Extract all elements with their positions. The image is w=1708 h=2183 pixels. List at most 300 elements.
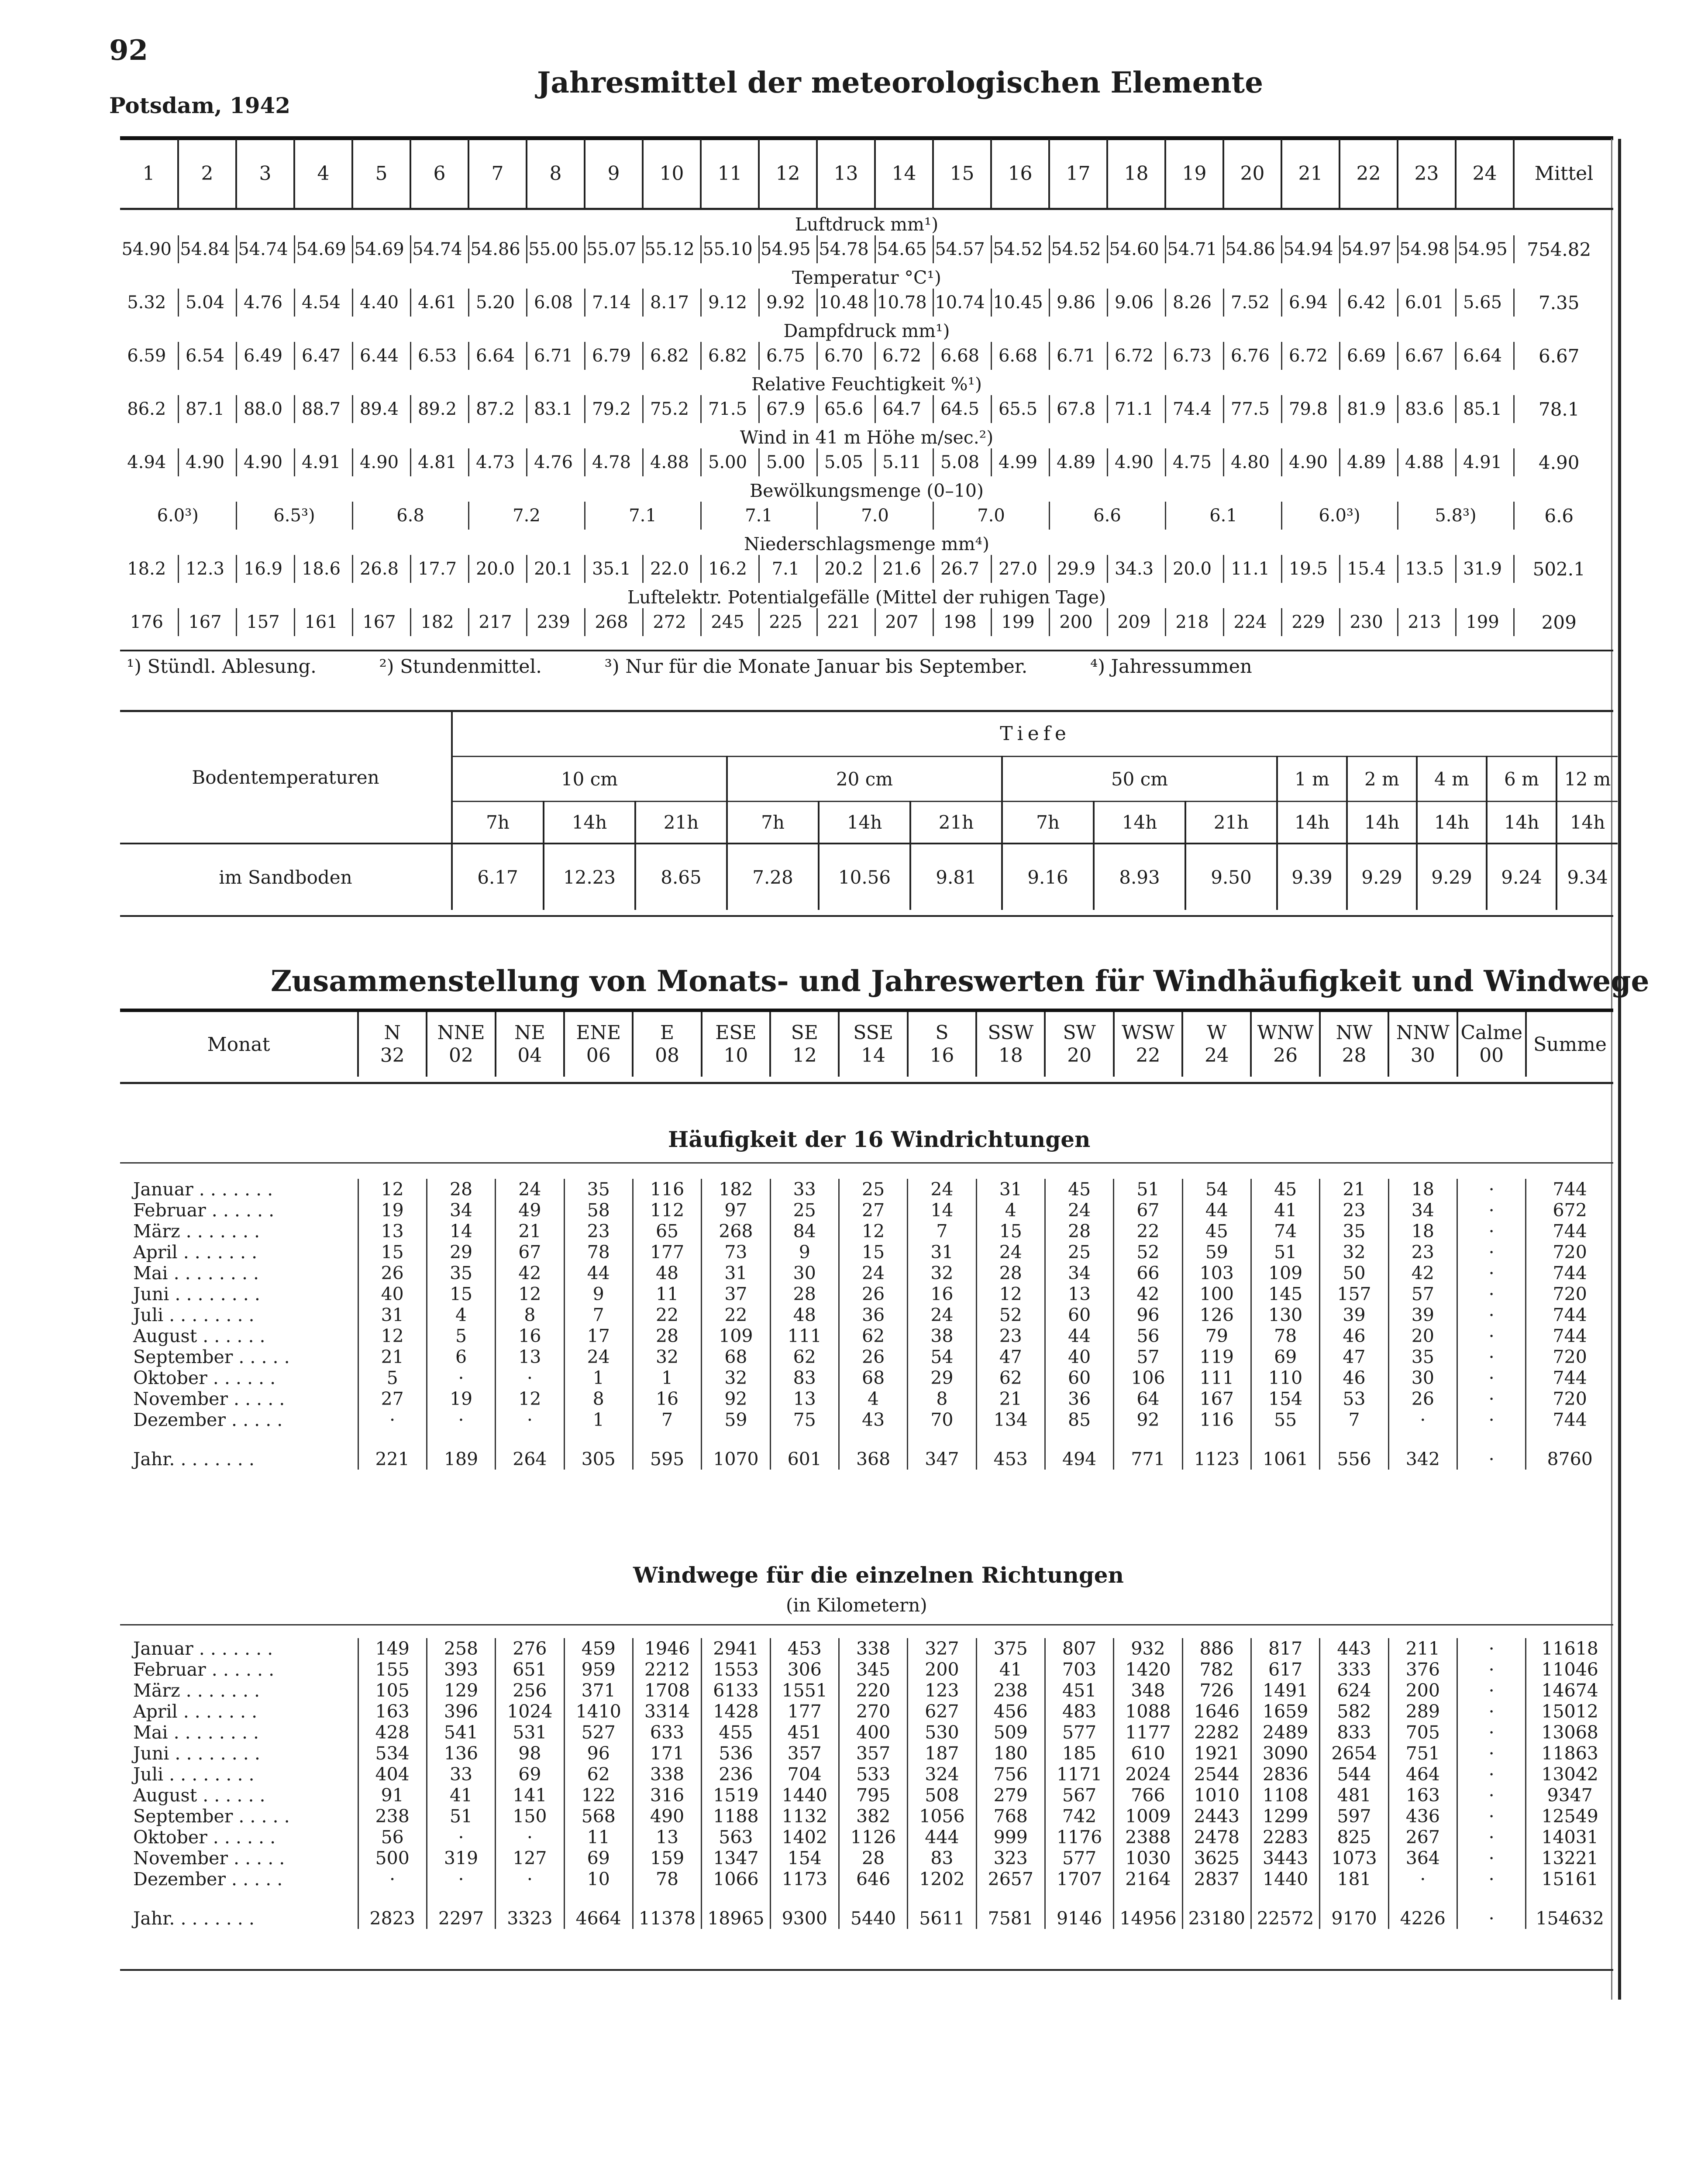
frequency-value: 744 bbox=[1526, 1221, 1613, 1242]
section-title-row bbox=[120, 583, 1613, 608]
windway-value: 2836 bbox=[1251, 1764, 1319, 1785]
windway-value: 464 bbox=[1388, 1764, 1457, 1785]
windway-value: 181 bbox=[1320, 1869, 1388, 1890]
frequency-value: 18 bbox=[1388, 1221, 1457, 1242]
hourly-value: 5.32 bbox=[120, 289, 178, 317]
hourly-value: 54.95 bbox=[1456, 235, 1514, 263]
mean-value: 502.1 bbox=[1532, 558, 1585, 580]
windway-value: 404 bbox=[358, 1764, 427, 1785]
windway-value: 530 bbox=[908, 1722, 976, 1743]
windway-value: 2282 bbox=[1182, 1722, 1251, 1743]
station-year: Potsdam, 1942 bbox=[109, 93, 291, 118]
frequency-value: 119 bbox=[1182, 1346, 1251, 1367]
frequency-value: · bbox=[1457, 1388, 1526, 1409]
windway-value: 236 bbox=[702, 1764, 770, 1785]
hourly-value: 54.78 bbox=[817, 235, 875, 263]
hour-header: 20 bbox=[1223, 139, 1281, 209]
windway-value: 577 bbox=[1045, 1722, 1113, 1743]
month-label: Februar . . . . . . bbox=[133, 1200, 275, 1221]
frequency-value: 38 bbox=[908, 1326, 976, 1346]
windway-value: 1946 bbox=[633, 1638, 701, 1659]
windway-value: 932 bbox=[1114, 1638, 1182, 1659]
frequency-value: 39 bbox=[1320, 1305, 1388, 1326]
frequency-year-value: 1070 bbox=[702, 1430, 770, 1470]
frequency-value: · bbox=[1457, 1221, 1526, 1242]
direction-code: 18 bbox=[998, 1044, 1023, 1067]
section-title: Luftelektr. Potentialgefälle (Mittel der ruhigen Tage) bbox=[627, 587, 1106, 608]
hour-header: 22 bbox=[1340, 139, 1398, 209]
windway-value: 531 bbox=[496, 1722, 564, 1743]
frequency-value: 33 bbox=[770, 1179, 839, 1200]
hourly-value: 6.75 bbox=[759, 342, 817, 370]
frequency-value: 9 bbox=[564, 1284, 633, 1305]
frequency-value: 134 bbox=[976, 1409, 1045, 1430]
windway-value: 768 bbox=[976, 1806, 1045, 1827]
month-label: Januar . . . . . . . bbox=[133, 1638, 273, 1659]
windway-row bbox=[120, 1722, 1613, 1743]
section-title-row bbox=[120, 370, 1613, 395]
windway-value: 327 bbox=[908, 1638, 976, 1659]
direction-name: E bbox=[660, 1022, 675, 1044]
frequency-value: 5 bbox=[358, 1367, 427, 1388]
hourly-value: 6.64 bbox=[1456, 342, 1514, 370]
frequency-value: 62 bbox=[839, 1326, 907, 1346]
windway-value: 533 bbox=[839, 1764, 907, 1785]
frequency-value: 74 bbox=[1251, 1221, 1319, 1242]
windway-value: 3090 bbox=[1251, 1743, 1319, 1764]
hourly-value: 4.73 bbox=[468, 448, 527, 476]
windway-value: 563 bbox=[702, 1827, 770, 1848]
mean-value: 209 bbox=[1541, 611, 1577, 633]
frequency-value: 22 bbox=[702, 1305, 770, 1326]
windway-value: 150 bbox=[496, 1806, 564, 1827]
hourly-value: 9.06 bbox=[1107, 289, 1165, 317]
direction-code: 22 bbox=[1136, 1044, 1160, 1067]
frequency-value: · bbox=[1457, 1367, 1526, 1388]
windway-value: 177 bbox=[770, 1701, 839, 1722]
frequency-value: 50 bbox=[1320, 1263, 1388, 1284]
hourly-value: 9.92 bbox=[759, 289, 817, 317]
windway-value: 2164 bbox=[1114, 1869, 1182, 1890]
month-label: September . . . . . bbox=[133, 1346, 290, 1367]
soil-value: 9.29 bbox=[1347, 844, 1417, 910]
section-value-row bbox=[120, 555, 1613, 583]
section-value-row bbox=[120, 395, 1613, 423]
hourly-value: 35.1 bbox=[585, 555, 643, 583]
frequency-value: 9 bbox=[770, 1242, 839, 1263]
windway-value: 2837 bbox=[1182, 1869, 1251, 1890]
direction-header bbox=[1320, 1012, 1388, 1077]
frequency-value: 12 bbox=[839, 1221, 907, 1242]
windway-year-value: 14956 bbox=[1114, 1890, 1182, 1929]
hourly-value: 218 bbox=[1165, 608, 1223, 636]
frequency-year-value: 347 bbox=[908, 1430, 976, 1470]
frequency-value: 20 bbox=[1388, 1326, 1457, 1346]
frequency-value: 54 bbox=[908, 1346, 976, 1367]
hourly-value: 4.76 bbox=[527, 448, 585, 476]
frequency-value: 52 bbox=[1114, 1242, 1182, 1263]
hourly-value: 83.6 bbox=[1398, 395, 1456, 423]
soil-depth-title: Tiefe bbox=[452, 712, 1618, 756]
hour-header: 4 bbox=[294, 139, 352, 209]
frequency-value: · bbox=[358, 1409, 427, 1430]
frequency-value: 35 bbox=[1388, 1346, 1457, 1367]
frequency-value: 29 bbox=[908, 1367, 976, 1388]
windway-row bbox=[120, 1743, 1613, 1764]
windway-value: 646 bbox=[839, 1869, 907, 1890]
hourly-value: 7.52 bbox=[1223, 289, 1281, 317]
frequency-table bbox=[120, 1179, 1613, 1470]
hourly-value: 18.2 bbox=[120, 555, 178, 583]
frequency-year-value: 305 bbox=[564, 1430, 633, 1470]
windway-value: 1707 bbox=[1045, 1869, 1113, 1890]
hourly-value: 65.5 bbox=[991, 395, 1049, 423]
frequency-value: 28 bbox=[770, 1284, 839, 1305]
month-label: Juli . . . . . . . . bbox=[133, 1305, 255, 1326]
frequency-value: 62 bbox=[976, 1367, 1045, 1388]
hourly-value: 225 bbox=[759, 608, 817, 636]
windway-value: 319 bbox=[427, 1848, 495, 1869]
direction-header bbox=[839, 1012, 907, 1077]
frequency-value: 27 bbox=[839, 1200, 907, 1221]
windway-value: 159 bbox=[633, 1848, 701, 1869]
windway-value: 3314 bbox=[633, 1701, 701, 1722]
soil-time: 14h bbox=[1094, 802, 1185, 844]
frequency-value: 720 bbox=[1526, 1284, 1613, 1305]
frequency-value: 15 bbox=[427, 1284, 495, 1305]
windway-value: 357 bbox=[770, 1743, 839, 1764]
frequency-value: 45 bbox=[1182, 1221, 1251, 1242]
hourly-means-table bbox=[120, 139, 1613, 636]
frequency-value: 57 bbox=[1388, 1284, 1457, 1305]
frequency-value: 23 bbox=[976, 1326, 1045, 1346]
windway-value: · bbox=[427, 1869, 495, 1890]
hourly-value: 199 bbox=[1456, 608, 1514, 636]
direction-name: ENE bbox=[576, 1022, 621, 1044]
frequency-value: 79 bbox=[1182, 1326, 1251, 1346]
hourly-value: 89.2 bbox=[410, 395, 468, 423]
frequency-value: 744 bbox=[1526, 1263, 1613, 1284]
frequency-value: 30 bbox=[770, 1263, 839, 1284]
direction-name: NNE bbox=[437, 1022, 485, 1044]
windway-year-value: 18965 bbox=[702, 1890, 770, 1929]
hour-header: 2 bbox=[178, 139, 236, 209]
frequency-value: 64 bbox=[1114, 1388, 1182, 1409]
section-title: Dampfdruck mm¹) bbox=[783, 320, 950, 341]
hourly-value: 54.71 bbox=[1165, 235, 1223, 263]
hourly-value: 6.08 bbox=[527, 289, 585, 317]
windway-value: 338 bbox=[839, 1638, 907, 1659]
hourly-value: 182 bbox=[410, 608, 468, 636]
hourly-value: 6.79 bbox=[585, 342, 643, 370]
two-hour-value: 7.0 bbox=[933, 502, 1049, 530]
frequency-value: 28 bbox=[1045, 1221, 1113, 1242]
hourly-value: 4.91 bbox=[294, 448, 352, 476]
windway-value: 1708 bbox=[633, 1680, 701, 1701]
month-label: Juli . . . . . . . . bbox=[133, 1764, 255, 1785]
windway-value: 1519 bbox=[702, 1785, 770, 1806]
frequency-value: 42 bbox=[1388, 1263, 1457, 1284]
windway-value: 238 bbox=[976, 1680, 1045, 1701]
windway-value: 136 bbox=[427, 1743, 495, 1764]
direction-header bbox=[1182, 1012, 1251, 1077]
windway-value: 324 bbox=[908, 1764, 976, 1785]
windway-value: 13221 bbox=[1526, 1848, 1613, 1869]
section-value-row bbox=[120, 502, 1613, 530]
frequency-value: · bbox=[1457, 1263, 1526, 1284]
windway-value: 163 bbox=[1388, 1785, 1457, 1806]
frequency-value: 73 bbox=[702, 1242, 770, 1263]
frequency-value: 25 bbox=[839, 1179, 907, 1200]
windway-row bbox=[120, 1806, 1613, 1827]
frequency-row bbox=[120, 1263, 1613, 1284]
section-title-row bbox=[120, 317, 1613, 342]
soil-depth: 6 m bbox=[1487, 756, 1556, 802]
frequency-value: 182 bbox=[702, 1179, 770, 1200]
windway-value: · bbox=[1457, 1701, 1526, 1722]
soil-value: 9.81 bbox=[910, 844, 1002, 910]
two-hour-value: 6.1 bbox=[1165, 502, 1281, 530]
windway-value: 597 bbox=[1320, 1806, 1388, 1827]
windway-value: 96 bbox=[564, 1743, 633, 1764]
section-title-row bbox=[120, 423, 1613, 448]
windway-value: 11863 bbox=[1526, 1743, 1613, 1764]
frequency-value: 112 bbox=[633, 1200, 701, 1221]
frequency-value: 66 bbox=[1114, 1263, 1182, 1284]
windway-value: 1088 bbox=[1114, 1701, 1182, 1722]
hour-header: 6 bbox=[410, 139, 468, 209]
frequency-value: 12 bbox=[496, 1388, 564, 1409]
windway-value: 833 bbox=[1320, 1722, 1388, 1743]
hourly-value: 54.57 bbox=[933, 235, 991, 263]
windway-value: 508 bbox=[908, 1785, 976, 1806]
frequency-value: 19 bbox=[358, 1200, 427, 1221]
section-title: Niederschlagsmenge mm⁴) bbox=[744, 534, 989, 554]
hour-header: 12 bbox=[759, 139, 817, 209]
hourly-value: 88.0 bbox=[236, 395, 294, 423]
frequency-value: 720 bbox=[1526, 1346, 1613, 1367]
frequency-value: · bbox=[1388, 1409, 1457, 1430]
hourly-value: 71.1 bbox=[1107, 395, 1165, 423]
frequency-row bbox=[120, 1305, 1613, 1326]
windway-value: 357 bbox=[839, 1743, 907, 1764]
hourly-value: 4.90 bbox=[1281, 448, 1340, 476]
windway-value: 1410 bbox=[564, 1701, 633, 1722]
frequency-row bbox=[120, 1221, 1613, 1242]
frequency-value: 23 bbox=[1320, 1200, 1388, 1221]
windway-value: 959 bbox=[564, 1659, 633, 1680]
hourly-value: 272 bbox=[643, 608, 701, 636]
direction-header bbox=[564, 1012, 633, 1077]
hourly-value: 4.78 bbox=[585, 448, 643, 476]
windway-value: 127 bbox=[496, 1848, 564, 1869]
hourly-value: 54.65 bbox=[875, 235, 933, 263]
hourly-value: 6.71 bbox=[527, 342, 585, 370]
section-title-row bbox=[120, 209, 1613, 236]
hourly-value: 74.4 bbox=[1165, 395, 1223, 423]
frequency-value: 24 bbox=[564, 1346, 633, 1367]
windway-year-value: 154632 bbox=[1526, 1890, 1613, 1929]
frequency-year-value: 494 bbox=[1045, 1430, 1113, 1470]
windway-value: · bbox=[1457, 1848, 1526, 1869]
hourly-value: 67.8 bbox=[1049, 395, 1107, 423]
windway-value: 338 bbox=[633, 1764, 701, 1785]
windway-value: 289 bbox=[1388, 1701, 1457, 1722]
hourly-value: 54.86 bbox=[468, 235, 527, 263]
frequency-value: 31 bbox=[702, 1263, 770, 1284]
frequency-value: 22 bbox=[1114, 1221, 1182, 1242]
windway-row bbox=[120, 1659, 1613, 1680]
soil-value: 8.93 bbox=[1094, 844, 1185, 910]
soil-time: 14h bbox=[1347, 802, 1417, 844]
hourly-value: 34.3 bbox=[1107, 555, 1165, 583]
windway-value: 393 bbox=[427, 1659, 495, 1680]
hour-header: 24 bbox=[1456, 139, 1514, 209]
frequency-value: 130 bbox=[1251, 1305, 1319, 1326]
mean-value: 4.90 bbox=[1538, 451, 1580, 473]
frequency-value: 744 bbox=[1526, 1326, 1613, 1346]
hourly-value: 4.99 bbox=[991, 448, 1049, 476]
frequency-value: 31 bbox=[358, 1305, 427, 1326]
hourly-value: 55.10 bbox=[701, 235, 759, 263]
windway-row bbox=[120, 1764, 1613, 1785]
windway-value: 2024 bbox=[1114, 1764, 1182, 1785]
soil-value-row bbox=[120, 844, 1618, 910]
frequency-value: 7 bbox=[1320, 1409, 1388, 1430]
hour-header: 13 bbox=[817, 139, 875, 209]
windway-value: 751 bbox=[1388, 1743, 1457, 1764]
hourly-value: 54.69 bbox=[294, 235, 352, 263]
frequency-year-value: 601 bbox=[770, 1430, 839, 1470]
windway-value: 509 bbox=[976, 1722, 1045, 1743]
two-hour-value: 6.6 bbox=[1049, 502, 1165, 530]
frequency-value: 18 bbox=[1388, 1179, 1457, 1200]
hourly-value: 6.69 bbox=[1340, 342, 1398, 370]
hourly-value: 20.0 bbox=[1165, 555, 1223, 583]
frequency-value: 116 bbox=[633, 1179, 701, 1200]
frequency-value: 26 bbox=[839, 1284, 907, 1305]
direction-name: NNW bbox=[1396, 1022, 1450, 1044]
soil-depth: 10 cm bbox=[452, 756, 727, 802]
hourly-value: 11.1 bbox=[1223, 555, 1281, 583]
frequency-value: 46 bbox=[1320, 1367, 1388, 1388]
hourly-value: 10.78 bbox=[875, 289, 933, 317]
windway-value: 364 bbox=[1388, 1848, 1457, 1869]
hourly-value: 10.48 bbox=[817, 289, 875, 317]
frequency-value: 12 bbox=[358, 1326, 427, 1346]
hourly-value: 12.3 bbox=[178, 555, 236, 583]
windway-value: 11 bbox=[564, 1827, 633, 1848]
hourly-value: 8.17 bbox=[643, 289, 701, 317]
windway-value: 14674 bbox=[1526, 1680, 1613, 1701]
windway-value: 582 bbox=[1320, 1701, 1388, 1722]
windway-value: 1126 bbox=[839, 1827, 907, 1848]
windway-value: 534 bbox=[358, 1743, 427, 1764]
windway-value: 1176 bbox=[1045, 1827, 1113, 1848]
frequency-value: 70 bbox=[908, 1409, 976, 1430]
frequency-value: 26 bbox=[1388, 1388, 1457, 1409]
windway-value: 1299 bbox=[1251, 1806, 1319, 1827]
hourly-value: 161 bbox=[294, 608, 352, 636]
windway-value: 400 bbox=[839, 1722, 907, 1743]
mean-value: 6.67 bbox=[1538, 345, 1580, 367]
windway-year-value: 5611 bbox=[908, 1890, 976, 1929]
hourly-value: 64.5 bbox=[933, 395, 991, 423]
frequency-value: 720 bbox=[1526, 1242, 1613, 1263]
windway-value: 105 bbox=[358, 1680, 427, 1701]
windway-value: 33 bbox=[427, 1764, 495, 1785]
windway-value: 345 bbox=[839, 1659, 907, 1680]
windway-value: 825 bbox=[1320, 1827, 1388, 1848]
frequency-value: 8 bbox=[564, 1388, 633, 1409]
wind-section-title: Zusammenstellung von Monats- und Jahreswerten für Windhäufigkeit und Windwege bbox=[271, 964, 1649, 998]
hourly-value: 4.94 bbox=[120, 448, 178, 476]
soil-time: 21h bbox=[910, 802, 1002, 844]
frequency-value: · bbox=[1457, 1305, 1526, 1326]
direction-header bbox=[633, 1012, 701, 1077]
windway-year-value: 4664 bbox=[564, 1890, 633, 1929]
frequency-value: 7 bbox=[633, 1409, 701, 1430]
windway-value: 1132 bbox=[770, 1806, 839, 1827]
frequency-year-value: 368 bbox=[839, 1430, 907, 1470]
soil-value: 9.29 bbox=[1417, 844, 1487, 910]
windway-value: 536 bbox=[702, 1743, 770, 1764]
direction-code: 20 bbox=[1067, 1044, 1092, 1067]
windway-year-value: 4226 bbox=[1388, 1890, 1457, 1929]
hourly-value: 65.6 bbox=[817, 395, 875, 423]
frequency-value: 24 bbox=[1045, 1200, 1113, 1221]
hourly-value: 176 bbox=[120, 608, 178, 636]
frequency-value: 16 bbox=[496, 1326, 564, 1346]
windway-value: 316 bbox=[633, 1785, 701, 1806]
soil-depth: 1 m bbox=[1277, 756, 1347, 802]
frequency-value: 744 bbox=[1526, 1179, 1613, 1200]
mean-value: 6.6 bbox=[1544, 505, 1574, 527]
frequency-value: 25 bbox=[770, 1200, 839, 1221]
hourly-value: 9.86 bbox=[1049, 289, 1107, 317]
frequency-value: 35 bbox=[427, 1263, 495, 1284]
mean-header: Mittel bbox=[1514, 139, 1613, 209]
soil-depth: 12 m bbox=[1556, 756, 1618, 802]
wind-header-bottom-rule bbox=[120, 1082, 1613, 1084]
frequency-value: 44 bbox=[564, 1263, 633, 1284]
hourly-value: 4.89 bbox=[1049, 448, 1107, 476]
soil-time: 14h bbox=[1417, 802, 1487, 844]
section-value-row bbox=[120, 448, 1613, 476]
footnote-2: ²) Stundenmittel. bbox=[379, 656, 542, 678]
windway-value: 703 bbox=[1045, 1659, 1113, 1680]
hourly-value: 54.74 bbox=[236, 235, 294, 263]
frequency-year-value: 342 bbox=[1388, 1430, 1457, 1470]
windway-value: 455 bbox=[702, 1722, 770, 1743]
windway-value: 726 bbox=[1182, 1680, 1251, 1701]
frequency-value: 42 bbox=[496, 1263, 564, 1284]
frequency-value: 21 bbox=[358, 1346, 427, 1367]
direction-header bbox=[1457, 1012, 1526, 1077]
page-title: Jahresmittel der meteorologischen Elemente bbox=[537, 65, 1264, 100]
hourly-value: 4.88 bbox=[643, 448, 701, 476]
soil-time: 14h bbox=[544, 802, 635, 844]
hourly-value: 13.5 bbox=[1398, 555, 1456, 583]
frequency-value: 84 bbox=[770, 1221, 839, 1242]
frequency-value: 1 bbox=[633, 1367, 701, 1388]
frequency-value: 55 bbox=[1251, 1409, 1319, 1430]
frequency-year-value: 453 bbox=[976, 1430, 1045, 1470]
windway-value: 2443 bbox=[1182, 1806, 1251, 1827]
footnotes bbox=[127, 656, 1611, 678]
hourly-value: 6.54 bbox=[178, 342, 236, 370]
windway-value: 1440 bbox=[770, 1785, 839, 1806]
